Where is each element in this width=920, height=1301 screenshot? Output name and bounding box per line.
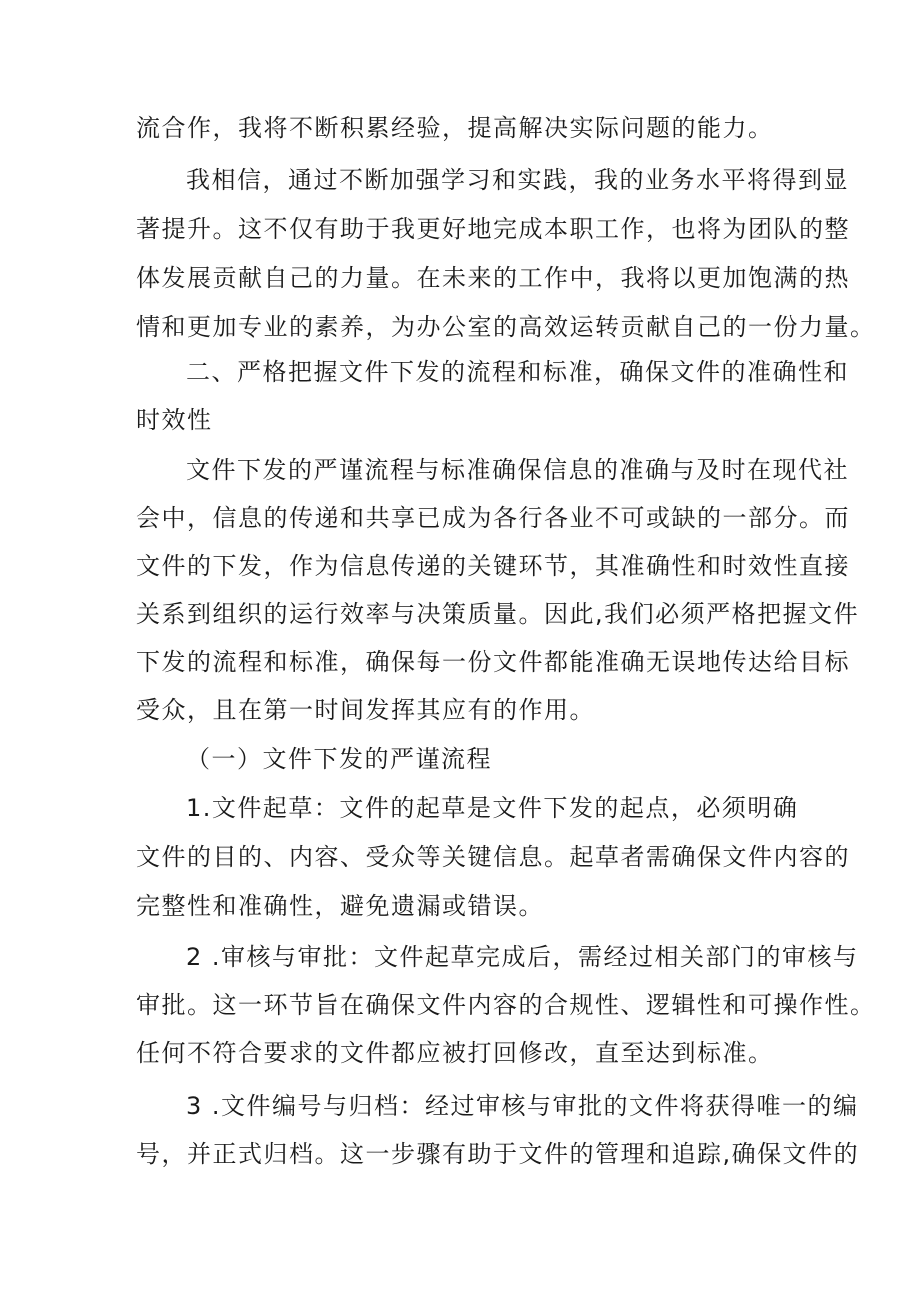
paragraph-line: 3 .文件编号与归档：经过审核与审批的文件将获得唯一的编 <box>186 1092 859 1120</box>
paragraph-line: 文件的下发，作为信息传递的关键环节，其准确性和时效性直接 <box>136 552 850 580</box>
paragraph-line: 文件下发的严谨流程与标准确保信息的准确与及时在现代社 <box>186 456 849 484</box>
paragraph-line: 关系到组织的运行效率与决策质量。因此,我们必须严格把握文件 <box>136 600 860 628</box>
paragraph-line: 2 .审核与审批：文件起草完成后，需经过相关部门的审核与 <box>186 943 859 971</box>
paragraph-line: 体发展贡献自己的力量。在未来的工作中，我将以更加饱满的热 <box>136 264 850 292</box>
paragraph-line: 号，并正式归档。这一步骤有助于文件的管理和追踪,确保文件的 <box>136 1140 860 1168</box>
paragraph-line: 1.文件起草：文件的起草是文件下发的起点，必须明确 <box>186 794 799 822</box>
paragraph-line: 流合作，我将不断积累经验，提高解决实际问题的能力。 <box>136 114 774 142</box>
section-heading-line: 二、严格把握文件下发的流程和标准，确保文件的准确性和 <box>186 358 849 386</box>
paragraph-line: 文件的目的、内容、受众等关键信息。起草者需确保文件内容的 <box>136 843 850 871</box>
paragraph-line: 受众，且在第一时间发挥其应有的作用。 <box>136 696 595 724</box>
paragraph-line: 下发的流程和标准，确保每一份文件都能准确无误地传达给目标 <box>136 648 850 676</box>
subsection-heading: （一）文件下发的严谨流程 <box>186 745 492 773</box>
section-heading-line: 时效性 <box>136 406 213 434</box>
paragraph-line: 完整性和准确性，避免遗漏或错误。 <box>136 892 544 920</box>
paragraph-line: 我相信，通过不断加强学习和实践，我的业务水平将得到显 <box>186 166 849 194</box>
paragraph-line: 任何不符合要求的文件都应被打回修改，直至达到标准。 <box>136 1039 774 1067</box>
paragraph-line: 情和更加专业的素养，为办公室的高效运转贡献自己的一份力量。 <box>136 313 876 341</box>
paragraph-line: 会中，信息的传递和共享已成为各行各业不可或缺的一部分。而 <box>136 504 850 532</box>
paragraph-line: 审批。这一环节旨在确保文件内容的合规性、逻辑性和可操作性。 <box>136 991 876 1019</box>
paragraph-line: 著提升。这不仅有助于我更好地完成本职工作，也将为团队的整 <box>136 215 850 243</box>
